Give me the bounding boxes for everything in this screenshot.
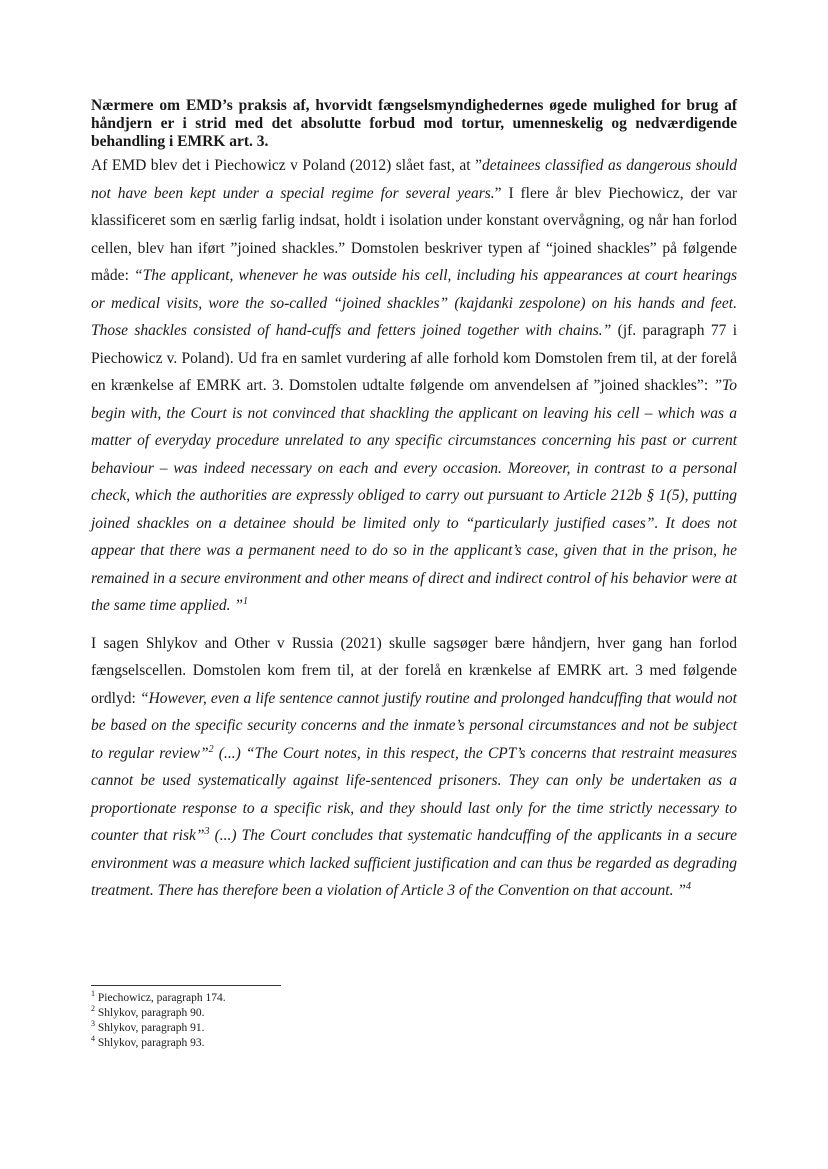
footnotes xyxy=(91,991,737,1051)
footnote-ref-3: 3 xyxy=(204,825,210,837)
paragraph-piechowicz xyxy=(91,152,737,620)
footnote-number: 3 xyxy=(91,1019,95,1029)
quote-text: detainees classified as dangerous should not have been kept under a special regime for several years. xyxy=(91,157,737,202)
footnote-text: Piechowicz, paragraph 174. xyxy=(97,992,226,1004)
quote-text: ”To begin with, the Court is not convinced that shackling the applicant on leaving his cell – which was a matter of everyday procedure unrelated to any specific circumstances concerning his past or current behaviour – was indeed necessary on each and every occasion. Moreover, in contrast to a personal check, which the authorities are expressly obliged to carry out pursuant to Article 212b § 1(5), putting joined shackles on a detainee should be limited only to “particularly justified cases”. It does not appear that there was a permanent need to do so in the applicant’s case, given that in the prison, he remained in a secure environment and other means of direct and indirect control of his behavior were at the same time applied. ” xyxy=(91,377,737,614)
quote-text: “The applicant, whenever he was outside his cell, including his appearances at court hearings or medical visits, wore the so-called “joined shackles” (kajdanki zespolone) on his hands and feet. Those shackles consisted of hand-cuffs and fetters joined together with chains.” xyxy=(91,267,737,339)
footnote-number: 1 xyxy=(91,989,95,999)
paragraph-text: (jf. paragraph 77 i Piechowicz v. Poland). Ud fra en samlet vurdering af alle forhold kom Domstolen frem til, at der forelå en krænkelse af EMRK art. 3. Domstolen udtalte følgende om anvendelsen af ”joined shackles”: xyxy=(91,322,737,394)
paragraph-text: ” I flere år blev Piechowicz, der var klassificeret som en særlig farlig indsat, holdt i isolation under konstant overvågning, og når han forlod cellen, blev han iført ”joined shackles.” Domstolen beskriver typen af “joined shackles” på følgende måde: xyxy=(91,184,737,284)
footnote-divider xyxy=(91,985,281,986)
section-heading: Nærmere om EMD’s praksis af, hvorvidt fængselsmyndighedernes øgede mulighed for brug af håndjern er i strid med det absolutte forbud mod tortur, umenneskelig og nedværdigende behandling i EMRK art. 3. xyxy=(91,97,737,150)
footnote-text: Shlykov, paragraph 91. xyxy=(97,1022,205,1034)
quote-text: (...) “The Court notes, in this respect, the CPT’s concerns that restraint measures cannot be used systematically against life-sentenced prisoners. They can only be undertaken as a proportionate response to a specific risk, and they should last only for the time strictly necessary to counter that risk” xyxy=(91,744,737,844)
footnote-item xyxy=(91,991,737,1006)
paragraph-text: Af EMD blev det i Piechowicz v Poland (2012) slået fast, at ” xyxy=(91,157,482,174)
paragraph-shlykov xyxy=(91,630,737,905)
document-body xyxy=(91,97,737,905)
footnote-ref-4: 4 xyxy=(685,880,691,892)
footnote-ref-1: 1 xyxy=(242,595,248,607)
footnote-text: Shlykov, paragraph 93. xyxy=(97,1037,205,1049)
footnote-number: 2 xyxy=(91,1004,95,1014)
footnote-text: Shlykov, paragraph 90. xyxy=(97,1007,205,1019)
footnote-item xyxy=(91,1006,737,1021)
footnote-number: 4 xyxy=(91,1034,95,1044)
quote-text: “However, even a life sentence cannot justify routine and prolonged handcuffing that would not be based on the specific security concerns and the inmate’s personal circumstances and not be subject to regular review” xyxy=(91,689,737,762)
footnote-item xyxy=(91,1036,737,1051)
footnote-ref-2: 2 xyxy=(208,743,214,755)
quote-text: (...) The Court concludes that systematic handcuffing of the applicants in a secure environment was a measure which lacked sufficient justification and can thus be regarded as degrading treatment. There has therefore been a violation of Article 3 of the Convention on that account. ” xyxy=(91,827,737,899)
paragraph-text: I sagen Shlykov and Other v Russia (2021) skulle sagsøger bære håndjern, hver gang han forlod fængselscellen. Domstolen kom frem til, at der forelå en krænkelse af EMRK art. 3 med følgende ordlyd: xyxy=(91,634,737,707)
footnote-item xyxy=(91,1021,737,1036)
